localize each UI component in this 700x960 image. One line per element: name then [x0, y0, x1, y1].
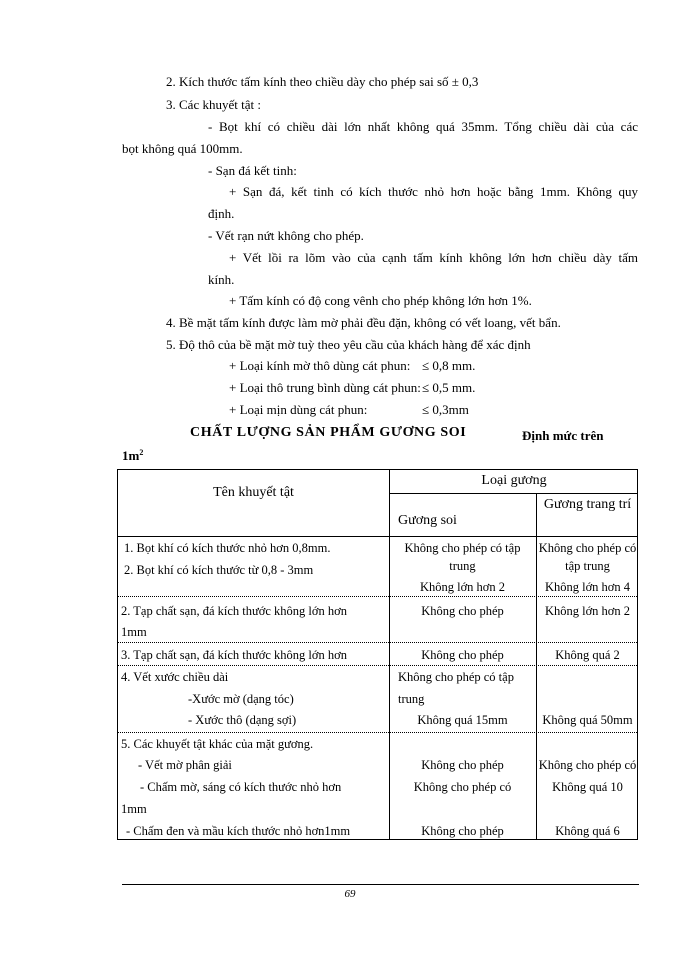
section-title: CHẤT LƯỢNG SẢN PHẨM GƯƠNG SOI — [190, 425, 467, 440]
cell-decor-value: Không cho phép có — [538, 541, 637, 555]
text-line: + Tấm kính có độ cong vênh cho phép không lớn hơn 1%. — [229, 293, 532, 308]
text-line: + Loại kính mờ thô dùng cát phun: — [229, 358, 411, 373]
header-mirror-type: Loại gương — [481, 473, 547, 488]
text-line: ≤ 0,3mm — [422, 402, 469, 417]
cell-mirror-value: Không quá 15mm — [417, 713, 508, 727]
cell-mirror-value: trung — [449, 559, 476, 573]
cell-defect: - Xước thô (dạng sợi) — [188, 713, 297, 727]
cell-mirror-value: Không cho phép có tập — [398, 670, 514, 684]
text-line: bọt không quá 100mm. — [122, 141, 243, 156]
header-decorative-mirror: Gương trang trí — [543, 497, 632, 512]
page-number: 69 — [344, 888, 356, 900]
text-line: - Vết rạn nứt không cho phép. — [208, 228, 364, 243]
cell-defect: - Vết mờ phân giải — [138, 758, 232, 772]
cell-defect: 2. Bọt khí có kích thước từ 0,8 - 3mm — [124, 563, 314, 577]
row-divider — [118, 536, 637, 537]
cell-mirror-value: Không lớn hơn 2 — [419, 580, 506, 594]
cell-mirror-value: Không cho phép — [421, 824, 504, 838]
cell-defect: 3. Tạp chất sạn, đá kích thước không lớn hơn — [121, 648, 347, 662]
text-line: - Bọt khí có chiều dài lớn nhất không quá 35mm. Tổng chiều dài của các — [208, 119, 638, 134]
cell-defect: - Chấm đen và mầu kích thước nhỏ hơn1mm — [126, 824, 351, 838]
unit-label: $1m^2$ — [122, 448, 144, 463]
row-divider — [118, 732, 637, 733]
text-line: + Loại mịn dùng cát phun: — [229, 402, 368, 417]
cell-mirror-value: Không cho phép có — [413, 780, 512, 794]
text-line: kính. — [208, 272, 235, 287]
cell-defect: 1. Bọt khí có kích thước nhỏ hơn 0,8mm. — [124, 541, 331, 555]
row-divider — [118, 665, 637, 666]
row-divider — [118, 596, 637, 597]
defect-table — [117, 469, 638, 840]
cell-decor-value: tập trung — [565, 559, 610, 573]
text-line: 2. Kích thước tấm kính theo chiều dày cho phép sai số ± 0,3 — [166, 74, 479, 89]
cell-defect: 5. Các khuyết tật khác của mặt gương. — [121, 737, 314, 751]
text-line: ≤ 0,5 mm. — [422, 380, 476, 395]
cell-mirror-value: trung — [398, 692, 425, 706]
text-line: 4. Bề mặt tấm kính được làm mờ phải đều đặn, không có vết loang, vết bẩn. — [166, 315, 561, 330]
row-divider — [389, 493, 637, 494]
text-line: định. — [208, 206, 235, 221]
text-line: + Vết lồi ra lõm vào của cạnh tấm kính không lớn hơn chiều dày tấm — [229, 250, 638, 265]
norm-label: Định mức trên — [522, 428, 604, 443]
cell-decor-value: Không lớn hơn 4 — [544, 580, 631, 594]
cell-mirror-value: Không cho phép có tập — [404, 541, 521, 555]
cell-defect: 1mm — [121, 802, 147, 816]
text-line: 3. Các khuyết tật : — [166, 97, 261, 112]
cell-decor-value: Không quá 2 — [555, 648, 620, 662]
cell-decor-value: Không quá 10 — [552, 780, 623, 794]
header-vanity-mirror: Gương soi — [398, 513, 457, 528]
cell-mirror-value: Không cho phép — [421, 604, 504, 618]
cell-decor-value: Không lớn hơn 2 — [544, 604, 631, 618]
row-divider — [118, 642, 637, 643]
text-line: + Loại thô trung bình dùng cát phun: — [229, 380, 421, 395]
cell-decor-value: Không quá 50mm — [542, 713, 633, 727]
text-line: - Sạn đá kết tinh: — [208, 163, 297, 178]
cell-defect: 1mm — [121, 625, 147, 639]
text-line: 5. Độ thô của bề mặt mờ tuỳ theo yêu cầu của khách hàng để xác định — [166, 337, 531, 352]
cell-defect: 4. Vết xước chiều dài — [121, 670, 229, 684]
text-line: + Sạn đá, kết tinh có kích thước nhỏ hơn hoặc bằng 1mm. Không quy — [229, 184, 638, 199]
cell-decor-value: Không cho phép có — [538, 758, 637, 772]
cell-defect: 2. Tạp chất sạn, đá kích thước không lớn hơn — [121, 604, 347, 618]
cell-mirror-value: Không cho phép — [421, 758, 504, 772]
header-defect-name: Tên khuyết tật — [213, 485, 294, 500]
text-line: ≤ 0,8 mm. — [422, 358, 476, 373]
cell-defect: - Chấm mờ, sáng có kích thước nhỏ hơn — [140, 780, 342, 794]
cell-defect: -Xước mờ (dạng tóc) — [188, 692, 294, 706]
cell-mirror-value: Không cho phép — [421, 648, 504, 662]
footer-divider — [122, 884, 639, 885]
cell-decor-value: Không quá 6 — [555, 824, 620, 838]
